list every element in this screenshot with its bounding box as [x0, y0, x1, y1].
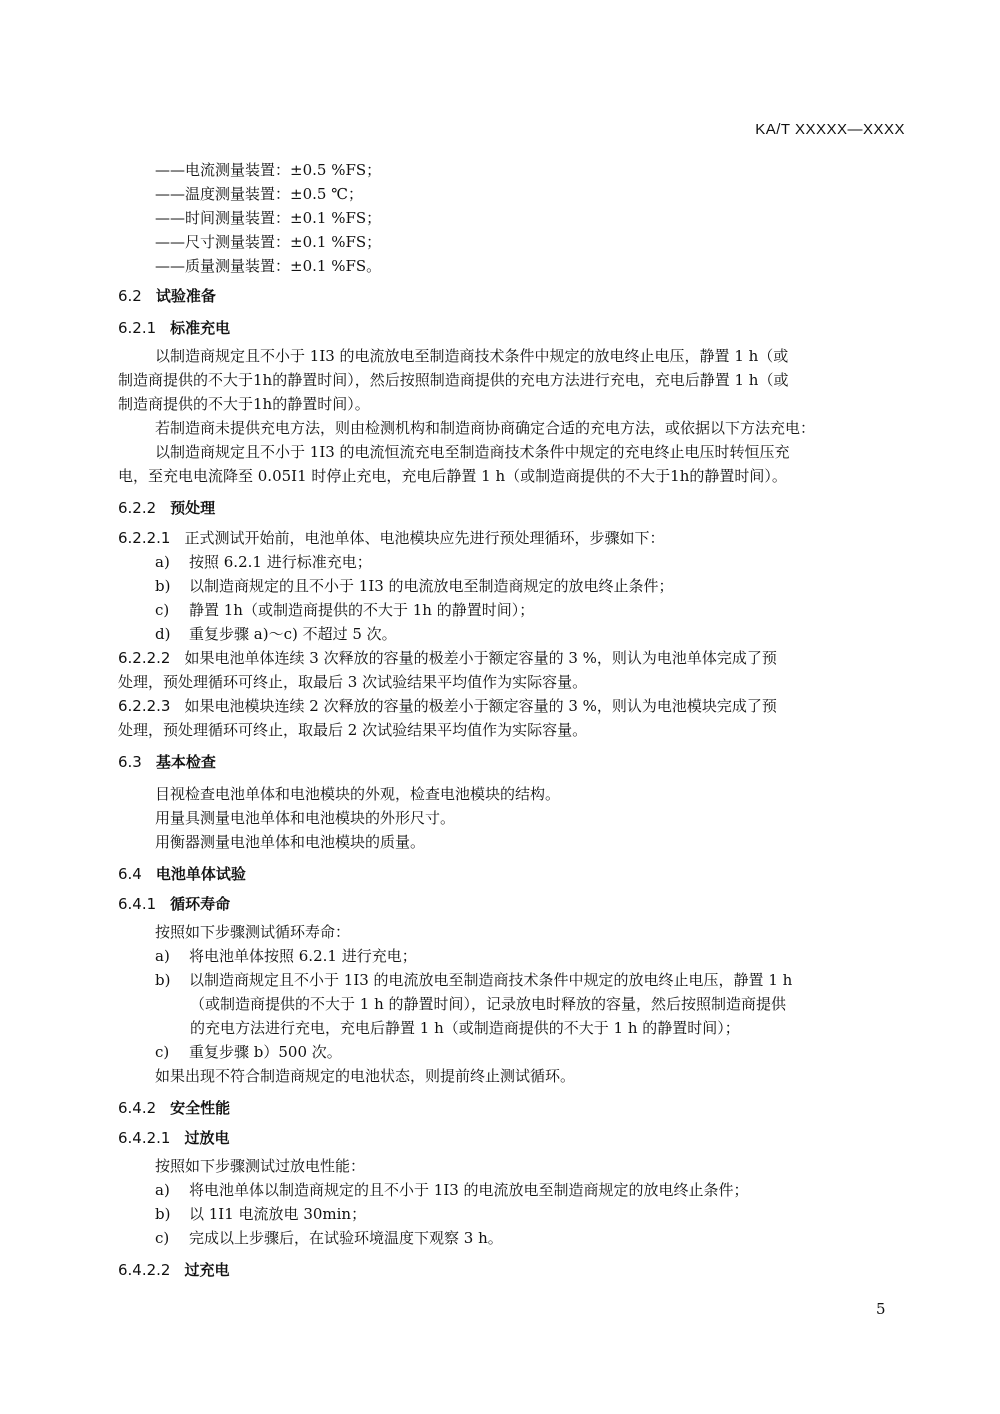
paragraph-line: 制造商提供的不大于1h的静置时间）。 [118, 395, 370, 413]
clause-6-2-2-2: 6.2.2.2 如果电池单体连续 3 次释放的容量的极差小于额定容量的 3 %，则认为电池单体完成了预 [118, 649, 777, 667]
paragraph-line: 制造商提供的不大于1h的静置时间），然后按照制造商提供的充电方法进行充电，充电后静置 1 h（或 [118, 371, 789, 389]
page-number: 5 [876, 1300, 886, 1318]
list-item: a) 将电池单体按照 6.2.1 进行充电； [155, 947, 417, 965]
heading-6-4-2: 6.4.2 安全性能 [118, 1099, 231, 1117]
accuracy-time: ——时间测量装置：±0.1 %FS； [155, 209, 382, 227]
paragraph-line: 以制造商规定且不小于 1I3 的电流恒流充电至制造商技术条件中规定的充电终止电压时转恒压充 [155, 443, 790, 461]
paragraph-line: 若制造商未提供充电方法，则由检测机构和制造商协商确定合适的充电方法，或依据以下方法充电： [155, 419, 816, 437]
heading-6-2-1: 6.2.1 标准充电 [118, 319, 231, 337]
paragraph-line: 处理，预处理循环可终止，取最后 2 次试验结果平均值作为实际容量。 [118, 721, 588, 739]
list-item-continuation: 的充电方法进行充电，充电后静置 1 h（或制造商提供的不大于 1 h 的静置时间）； [190, 1019, 740, 1037]
paragraph-line: 处理，预处理循环可终止，取最后 3 次试验结果平均值作为实际容量。 [118, 673, 588, 691]
paragraph-line: 如果出现不符合制造商规定的电池状态，则提前终止测试循环。 [155, 1067, 576, 1085]
heading-6-4-2-1: 6.4.2.1 过放电 [118, 1129, 230, 1147]
paragraph-line: 用衡器测量电池单体和电池模块的质量。 [155, 833, 426, 851]
accuracy-dimension: ——尺寸测量装置：±0.1 %FS； [155, 233, 382, 251]
paragraph-line: 按照如下步骤测试循环寿命： [155, 923, 351, 941]
heading-6-4-2-2: 6.4.2.2 过充电 [118, 1261, 230, 1279]
list-item: b) 以 1I1 电流放电 30min； [155, 1205, 367, 1223]
paragraph-line: 电，至充电电流降至 0.05I1 时停止充电，充电后静置 1 h（或制造商提供的不大于1h的静置时间）。 [118, 467, 787, 485]
list-item: c) 重复步骤 b）500 次。 [155, 1043, 342, 1061]
heading-6-4: 6.4 电池单体试验 [118, 865, 246, 883]
clause-6-2-2-3: 6.2.2.3 如果电池模块连续 2 次释放的容量的极差小于额定容量的 3 %，则认为电池模块完成了预 [118, 697, 777, 715]
clause-6-2-2-1: 6.2.2.1 正式测试开始前，电池单体、电池模块应先进行预处理循环，步骤如下： [118, 529, 665, 547]
page-body [118, 158, 908, 1282]
accuracy-mass: ——质量测量装置：±0.1 %FS。 [155, 257, 382, 275]
paragraph-line: 按照如下步骤测试过放电性能： [155, 1157, 366, 1175]
list-item: c) 完成以上步骤后，在试验环境温度下观察 3 h。 [155, 1229, 503, 1247]
heading-6-2: 6.2 试验准备 [118, 287, 216, 305]
paragraph-line: 目视检查电池单体和电池模块的外观，检查电池模块的结构。 [155, 785, 561, 803]
heading-6-2-2: 6.2.2 预处理 [118, 499, 216, 517]
accuracy-temperature: ——温度测量装置：±0.5 ℃； [155, 185, 363, 203]
list-item: b) 以制造商规定且不小于 1I3 的电流放电至制造商技术条件中规定的放电终止电压，静置 1 h [155, 971, 793, 989]
paragraph-line: 用量具测量电池单体和电池模块的外形尺寸。 [155, 809, 456, 827]
list-item: a) 将电池单体以制造商规定的且不小于 1I3 的电流放电至制造商规定的放电终止条件； [155, 1181, 749, 1199]
list-item: b) 以制造商规定的且不小于 1I3 的电流放电至制造商规定的放电终止条件； [155, 577, 674, 595]
list-item-continuation: （或制造商提供的不大于 1 h 的静置时间），记录放电时释放的容量，然后按照制造商提供 [190, 995, 787, 1013]
accuracy-current: ——电流测量装置：±0.5 %FS； [155, 161, 382, 179]
list-item: c) 静置 1h（或制造商提供的不大于 1h 的静置时间）； [155, 601, 535, 619]
list-item: d) 重复步骤 a)～c) 不超过 5 次。 [155, 625, 397, 643]
heading-6-3: 6.3 基本检查 [118, 753, 216, 771]
paragraph-line: 以制造商规定且不小于 1I3 的电流放电至制造商技术条件中规定的放电终止电压，静置 1 h（或 [155, 347, 789, 365]
heading-6-4-1: 6.4.1 循环寿命 [118, 895, 231, 913]
list-item: a) 按照 6.2.1 进行标准充电； [155, 553, 372, 571]
document-code-header: KA/T XXXXX—XXXX [755, 121, 905, 138]
